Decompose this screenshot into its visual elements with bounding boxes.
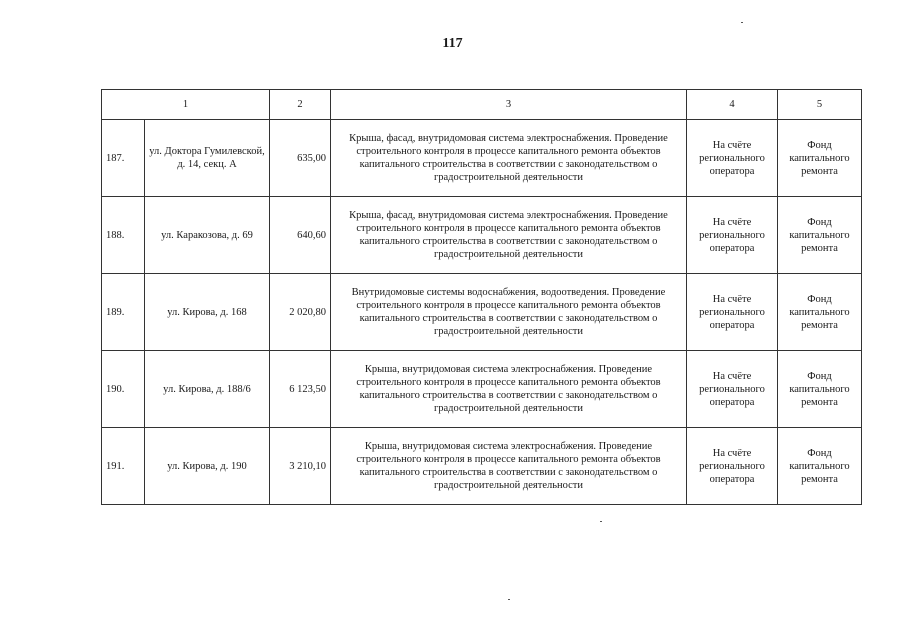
row-source: Фонд капитального ремонта	[778, 197, 862, 274]
header-col-2: 2	[270, 90, 331, 120]
row-number: 187.	[102, 120, 145, 197]
row-number: 189.	[102, 274, 145, 351]
row-area: 2 020,80	[270, 274, 331, 351]
row-address: ул. Кирова, д. 188/6	[145, 351, 270, 428]
row-source: Фонд капитального ремонта	[778, 428, 862, 505]
header-col-3: 3	[331, 90, 687, 120]
row-address: ул. Кирова, д. 168	[145, 274, 270, 351]
row-works: Крыша, внутридомовая система электроснабжения. Проведение строительного контроля в процессе капитального ремонта объектов капитального строительства в соответствии с законодательством о градостроительной деятельности	[331, 351, 687, 428]
row-address: ул. Кирова, д. 190	[145, 428, 270, 505]
table-row	[102, 120, 862, 197]
row-source: Фонд капитального ремонта	[778, 120, 862, 197]
capital-repair-table	[101, 89, 862, 505]
row-address: ул. Каракозова, д. 69	[145, 197, 270, 274]
scan-speck	[600, 521, 602, 522]
row-works: Крыша, фасад, внутридомовая система электроснабжения. Проведение строительного контроля в процессе капитального ремонта объектов капитального строительства в соответствии с законодательством о градостроительной деятельности	[331, 120, 687, 197]
row-fund-method: На счёте регионального оператора	[687, 120, 778, 197]
table-header-row	[102, 90, 862, 120]
table-row	[102, 428, 862, 505]
row-works: Внутридомовые системы водоснабжения, водоотведения. Проведение строительного контроля в процессе капитального ремонта объектов капитального строительства в соответствии с законодательством о градостроительной деятельности	[331, 274, 687, 351]
row-fund-method: На счёте регионального оператора	[687, 274, 778, 351]
header-col-1: 1	[102, 90, 270, 120]
row-area: 640,60	[270, 197, 331, 274]
row-works: Крыша, фасад, внутридомовая система электроснабжения. Проведение строительного контроля в процессе капитального ремонта объектов капитального строительства в соответствии с законодательством о градостроительной деятельности	[331, 197, 687, 274]
header-col-5: 5	[778, 90, 862, 120]
table-row	[102, 274, 862, 351]
row-works: Крыша, внутридомовая система электроснабжения. Проведение строительного контроля в процессе капитального ремонта объектов капитального строительства в соответствии с законодательством о градостроительной деятельности	[331, 428, 687, 505]
row-area: 635,00	[270, 120, 331, 197]
header-col-4: 4	[687, 90, 778, 120]
row-area: 6 123,50	[270, 351, 331, 428]
row-source: Фонд капитального ремонта	[778, 274, 862, 351]
table-row	[102, 351, 862, 428]
scan-speck	[508, 599, 510, 600]
scan-speck	[741, 22, 743, 23]
page-number: 117	[442, 36, 463, 51]
row-fund-method: На счёте регионального оператора	[687, 351, 778, 428]
row-number: 190.	[102, 351, 145, 428]
row-number: 191.	[102, 428, 145, 505]
row-fund-method: На счёте регионального оператора	[687, 197, 778, 274]
row-area: 3 210,10	[270, 428, 331, 505]
table-row	[102, 197, 862, 274]
row-address: ул. Доктора Гумилевской, д. 14, секц. А	[145, 120, 270, 197]
row-source: Фонд капитального ремонта	[778, 351, 862, 428]
row-number: 188.	[102, 197, 145, 274]
row-fund-method: На счёте регионального оператора	[687, 428, 778, 505]
